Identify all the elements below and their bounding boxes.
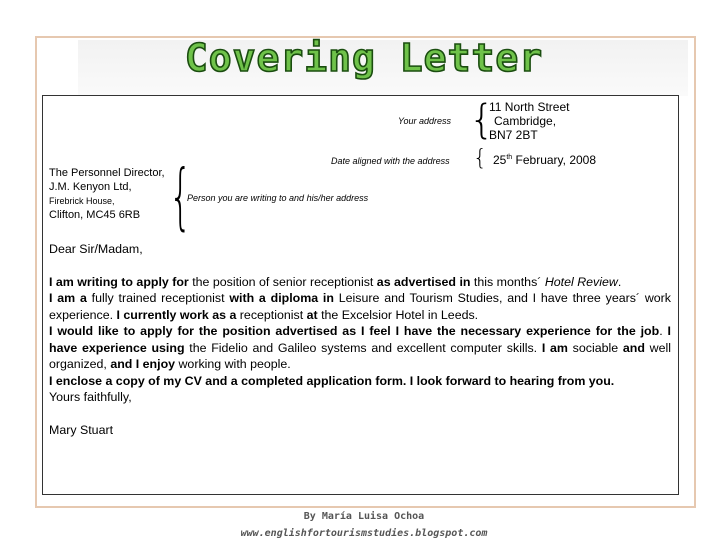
paragraph-4 [49,373,671,390]
letter-body [49,241,671,438]
date-rest: February, 2008 [512,153,597,167]
page-title: Covering Letter [184,36,544,80]
closing: Yours faithfully, [49,390,132,404]
recipient-line: The Personnel Director, [49,167,165,179]
sender-address-line: Cambridge, [494,114,557,128]
signature: Mary Stuart [49,422,114,437]
text-bold: with a diploma in [229,291,334,305]
date-suffix: th [506,154,513,161]
text-bold: at [306,307,318,322]
recipient-label: Person you are writing to and his/her address [187,193,369,203]
recipient-line: Clifton, MC45 6RB [49,209,141,221]
text-bold: as advertised in [376,274,471,289]
recipient-line: J.M. Kenyon Ltd, [49,181,132,193]
text-bold: I am [541,340,568,355]
text: the Excelsior Hotel in Leeds. [317,307,479,322]
recipient-brace-icon: { [169,154,192,238]
text: receptionist [236,307,307,322]
sender-address-line: 11 North Street [489,100,570,114]
text: this months´ [470,274,545,289]
footer-url: www.englishfortourismstudies.blogspot.com [240,528,488,539]
text-italic: Hotel Review [544,274,618,289]
text-bold: and [622,340,645,355]
sender-address [489,100,569,142]
recipient-line: Firebrick House, [49,196,115,206]
letter-box [42,95,679,495]
text-bold: I enclose a copy of my CV and a completed application form. I look forward to hearing from you. [49,373,615,388]
text: sociable [567,340,623,355]
text-bold: I currently work as a [116,307,237,322]
text: working with people. [175,357,291,371]
text: Leisure and Tourism Studies, and I have three years´ work experience. [49,291,672,322]
sender-brace-icon: { [469,97,495,143]
date-day: 25 [493,153,507,167]
text: the Fidelio and Galileo systems and excellent computer skills. [184,340,542,355]
paragraph-2 [49,290,671,323]
recipient-address [49,166,165,222]
sender-address-line: BN7 2BT [489,128,538,142]
paragraph-3 [49,323,671,373]
text-bold: I would like to apply for the position advertised as I feel I have the necessary experience for the job [49,324,660,338]
text-bold: I am writing to apply for [49,274,189,289]
paragraph-1 [49,274,671,291]
greeting: Dear Sir/Madam, [49,242,143,256]
date-brace-icon: { [473,146,487,171]
text: the position of senior receptionist [188,274,377,289]
date-label: Date aligned with the address [331,156,450,166]
text-bold: and I enjoy [110,357,176,371]
text-bold: I am a [49,291,87,305]
text: . [659,324,668,338]
footer-author: By María Luisa Ochoa [303,511,425,522]
text: . [617,274,622,289]
text: fully trained receptionist [86,291,230,305]
letter-date [493,153,596,167]
sender-address-label: Your address [398,116,452,126]
text: well organized, [49,340,671,371]
text-bold: I have experience using [49,324,671,355]
